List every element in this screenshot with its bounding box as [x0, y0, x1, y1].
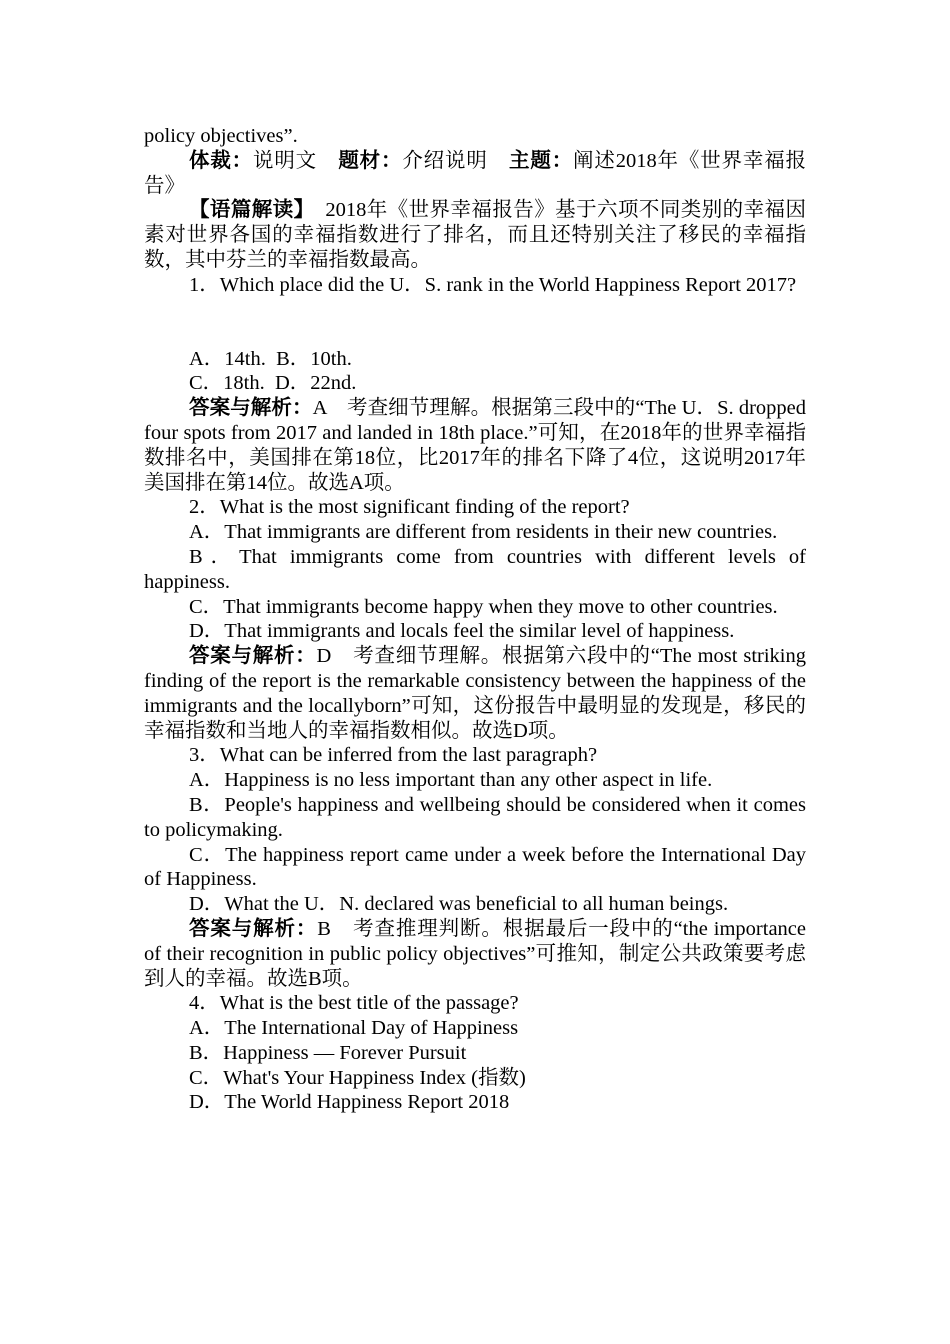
question-2-stem: 2．What is the most significant finding of the report? [189, 496, 630, 519]
question-3-stem: 3．What can be inferred from the last paragraph? [189, 744, 598, 767]
question-2-option-d: D．That immigrants and locals feel the similar level of happiness. [189, 620, 735, 643]
question-4-option-b: B．Happiness — Forever Pursuit [189, 1041, 467, 1064]
blank-space [144, 298, 806, 347]
genre-label: 体裁： [189, 149, 253, 172]
question-3-option-a: A．Happiness is no less important than any other aspect in life. [189, 769, 713, 792]
theme-value: 阐述2018年《世界幸福报告》 [144, 149, 807, 197]
question-3-option-c: C．The happiness report came under a week before the International Day of Happiness. [144, 843, 806, 891]
answer-label: 答案与解析： [189, 645, 317, 668]
question-1-stem: 1．Which place did the U．S. rank in the World Happiness Report 2017? [189, 273, 797, 296]
material-value: 介绍说明 [402, 149, 488, 172]
meta-line [144, 149, 806, 199]
reading-label: 【语篇解读】 [189, 199, 305, 222]
question-4-option-d: D．The World Happiness Report 2018 [189, 1091, 510, 1114]
reading-summary [144, 198, 806, 272]
question-2-answer [144, 644, 806, 743]
question-1-answer [144, 396, 806, 495]
answer-label: 答案与解析： [189, 917, 318, 940]
reading-text: 2018年《世界幸福报告》基于六项不同类别的幸福因素对世界各国的幸福指数进行了排名，而且还特别关注了移民的幸福指数，其中芬兰的幸福指数最高。 [144, 199, 806, 271]
question-2-option-c: C．That immigrants become happy when they move to other countries. [189, 595, 778, 618]
question-2-option-a: A．That immigrants are different from residents in their new countries. [189, 521, 778, 544]
question-1-options-row-1: A．14th. B．10th. [189, 347, 352, 370]
answer-text: B 考查推理判断。根据最后一段中的“the importance of their recognition in public policy objectives”可推知，制定公共政策要考虑到人的幸福。故选B项。 [144, 917, 807, 990]
question-4-option-c: C．What's Your Happiness Index (指数) [189, 1066, 526, 1089]
question-3-option-d: D．What the U．N. declared was beneficial to all human beings. [189, 893, 729, 916]
intro-tail: policy objectives”. [144, 125, 298, 147]
theme-label: 主题： [509, 149, 574, 172]
question-2-option-b: B．That immigrants come from countries with different levels of happiness. [144, 545, 806, 593]
answer-label: 答案与解析： [189, 397, 313, 420]
question-4-stem: 4．What is the best title of the passage? [189, 992, 519, 1015]
material-label: 题材： [338, 149, 403, 172]
question-1-options-row-2: C．18th. D．22nd. [189, 372, 357, 395]
genre-value: 说明文 [253, 149, 317, 172]
answer-text: D 考查细节理解。根据第六段中的“The most striking finding of the report is the remarkable consistency between the happiness of the immigrants and the locallyborn”可知，这份报告中最明显的发现是，移民的幸福指数和当地人的幸福指数相似。故选D项。 [144, 645, 806, 742]
question-3-option-b: B．People's happiness and wellbeing should be considered when it comes to policymaking. [144, 793, 806, 841]
document-page [144, 124, 806, 1115]
question-4-option-a: A．The International Day of Happiness [189, 1017, 519, 1040]
answer-text: A 考查细节理解。根据第三段中的“The U．S. dropped four spots from 2017 and landed in 18th place.”可知，在2018年的世界幸福指数排名中，美国排在第18位，比2017年的排名下降了4位，这说明2017年美国排在第14位。故选A项。 [144, 397, 807, 494]
question-3-answer [144, 917, 806, 991]
